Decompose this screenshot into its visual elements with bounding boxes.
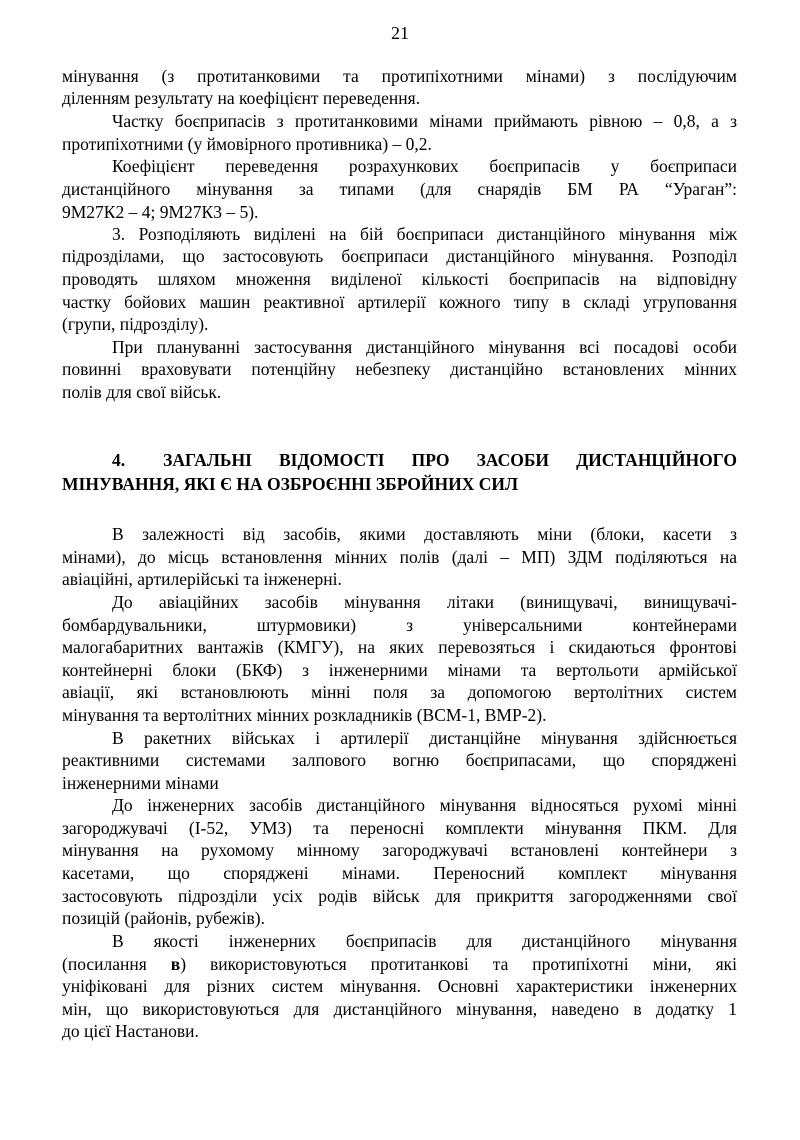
section-heading-line2: МІНУВАННЯ, ЯКІ Є НА ОЗБРОЄННІ ЗБРОЙНИХ СИЛ [62,474,519,494]
text-line: уніфіковані для різних систем мінування. Основні характеристики інженерних [62,976,737,996]
text-line: бомбардувальники, штурмовики) з універсальними контейнерами [62,615,737,635]
text-line: реактивними системами залпового вогню боєприпасами, що споряджені [62,750,737,770]
text-line: підрозділами, що застосовують боєприпаси дистанційного мінування. Розподіл [62,246,737,266]
text-line: 9М27К2 – 4; 9М27К3 – 5). [62,202,259,222]
text-line: малогабаритних вантажів (КМГУ), на яких перевозяться і скидаються фронтові [62,637,737,657]
text-line: мінування на рухомому мінному загороджувачі встановлені контейнери з [62,840,737,860]
text-line: До інженерних засобів дистанційного мінування відносяться рухомі мінні [112,795,737,815]
text-line: контейнерні блоки (БКФ) з інженерними мінами та вертольоти армійської [62,660,737,680]
text-line: Частку боєприпасів з протитанковими мінами приймають рівною – 0,8, а з [112,111,737,131]
text-line: (групи, підрозділу). [62,314,209,334]
text-line: 3. Розподіляють виділені на бій боєприпаси дистанційного мінування між [112,224,737,244]
text-line: мінами), до місць встановлення мінних полів (далі – МП) ЗДМ поділяються на [62,547,737,567]
text-line: протипіхотними (у ймовірного противника) – 0,2. [62,134,432,154]
text-line: загороджувачі (І-52, УМЗ) та переносні комплекти мінування ПКМ. Для [62,818,737,838]
text-line: проводять шляхом множення виділеної кількості боєприпасів на відповідну [62,269,737,289]
text-line: позицій (районів, рубежів). [62,908,265,928]
text-line: діленням результату на коефіцієнт переведення. [62,88,421,108]
text-line: авіації, які встановлюють мінні поля за допомогою вертолітних систем [62,682,737,702]
text-line: дистанційного мінування за типами (для снарядів БМ РА “Ураган”: [62,179,737,199]
page-number: 21 [391,23,409,43]
text-segment: ) використовуються протитанкові та протипіхотні міни, які [180,954,738,974]
text-line: мінування (з протитанковими та протипіхотними мінами) з послідуючим [62,66,737,86]
section-heading [62,449,737,471]
text-line-with-bold [62,953,737,975]
text-line: частку бойових машин реактивної артилерії кожного типу в складі угруповання [62,292,737,312]
text-line: До авіаційних засобів мінування літаки (винищувачі, винищувачі- [112,592,737,612]
text-line: застосовують підрозділи усіх родів військ для прикриття загородженнями свої [62,886,737,906]
text-segment: (посилання [62,954,171,974]
text-line: Коефіцієнт переведення розрахункових боєприпасів у боєприпаси [112,156,737,176]
text-line: При плануванні застосування дистанційного мінування всі посадові особи [112,337,737,357]
section-title-line1: ЗАГАЛЬНІ ВІДОМОСТІ ПРО ЗАСОБИ ДИСТАНЦІЙНОГО [163,450,737,470]
text-line: мін, що використовуються для дистанційного мінування, наведено в додатку 1 [62,999,737,1019]
section-number: 4. [112,450,126,470]
bold-reference: в [170,954,181,974]
text-line: В якості інженерних боєприпасів для дистанційного мінування [112,931,737,951]
text-line: повинні враховувати потенційну небезпеку дистанційно встановлених мінних [62,359,737,379]
text-line: касетами, що споряджені мінами. Переносний комплект мінування [62,863,737,883]
text-line: до цієї Настанови. [62,1021,199,1041]
text-line: авіаційні, артилерійські та інженерні. [62,569,342,589]
text-line: інженерними мінами [62,773,219,793]
text-line: мінування та вертолітних мінних розкладників (ВСМ-1, ВМР-2). [62,705,547,725]
text-line: В залежності від засобів, якими доставляють міни (блоки, касети з [112,524,737,544]
text-line: полів для свої військ. [62,382,222,402]
text-line: В ракетних військах і артилерії дистанційне мінування здійснюється [112,728,737,748]
